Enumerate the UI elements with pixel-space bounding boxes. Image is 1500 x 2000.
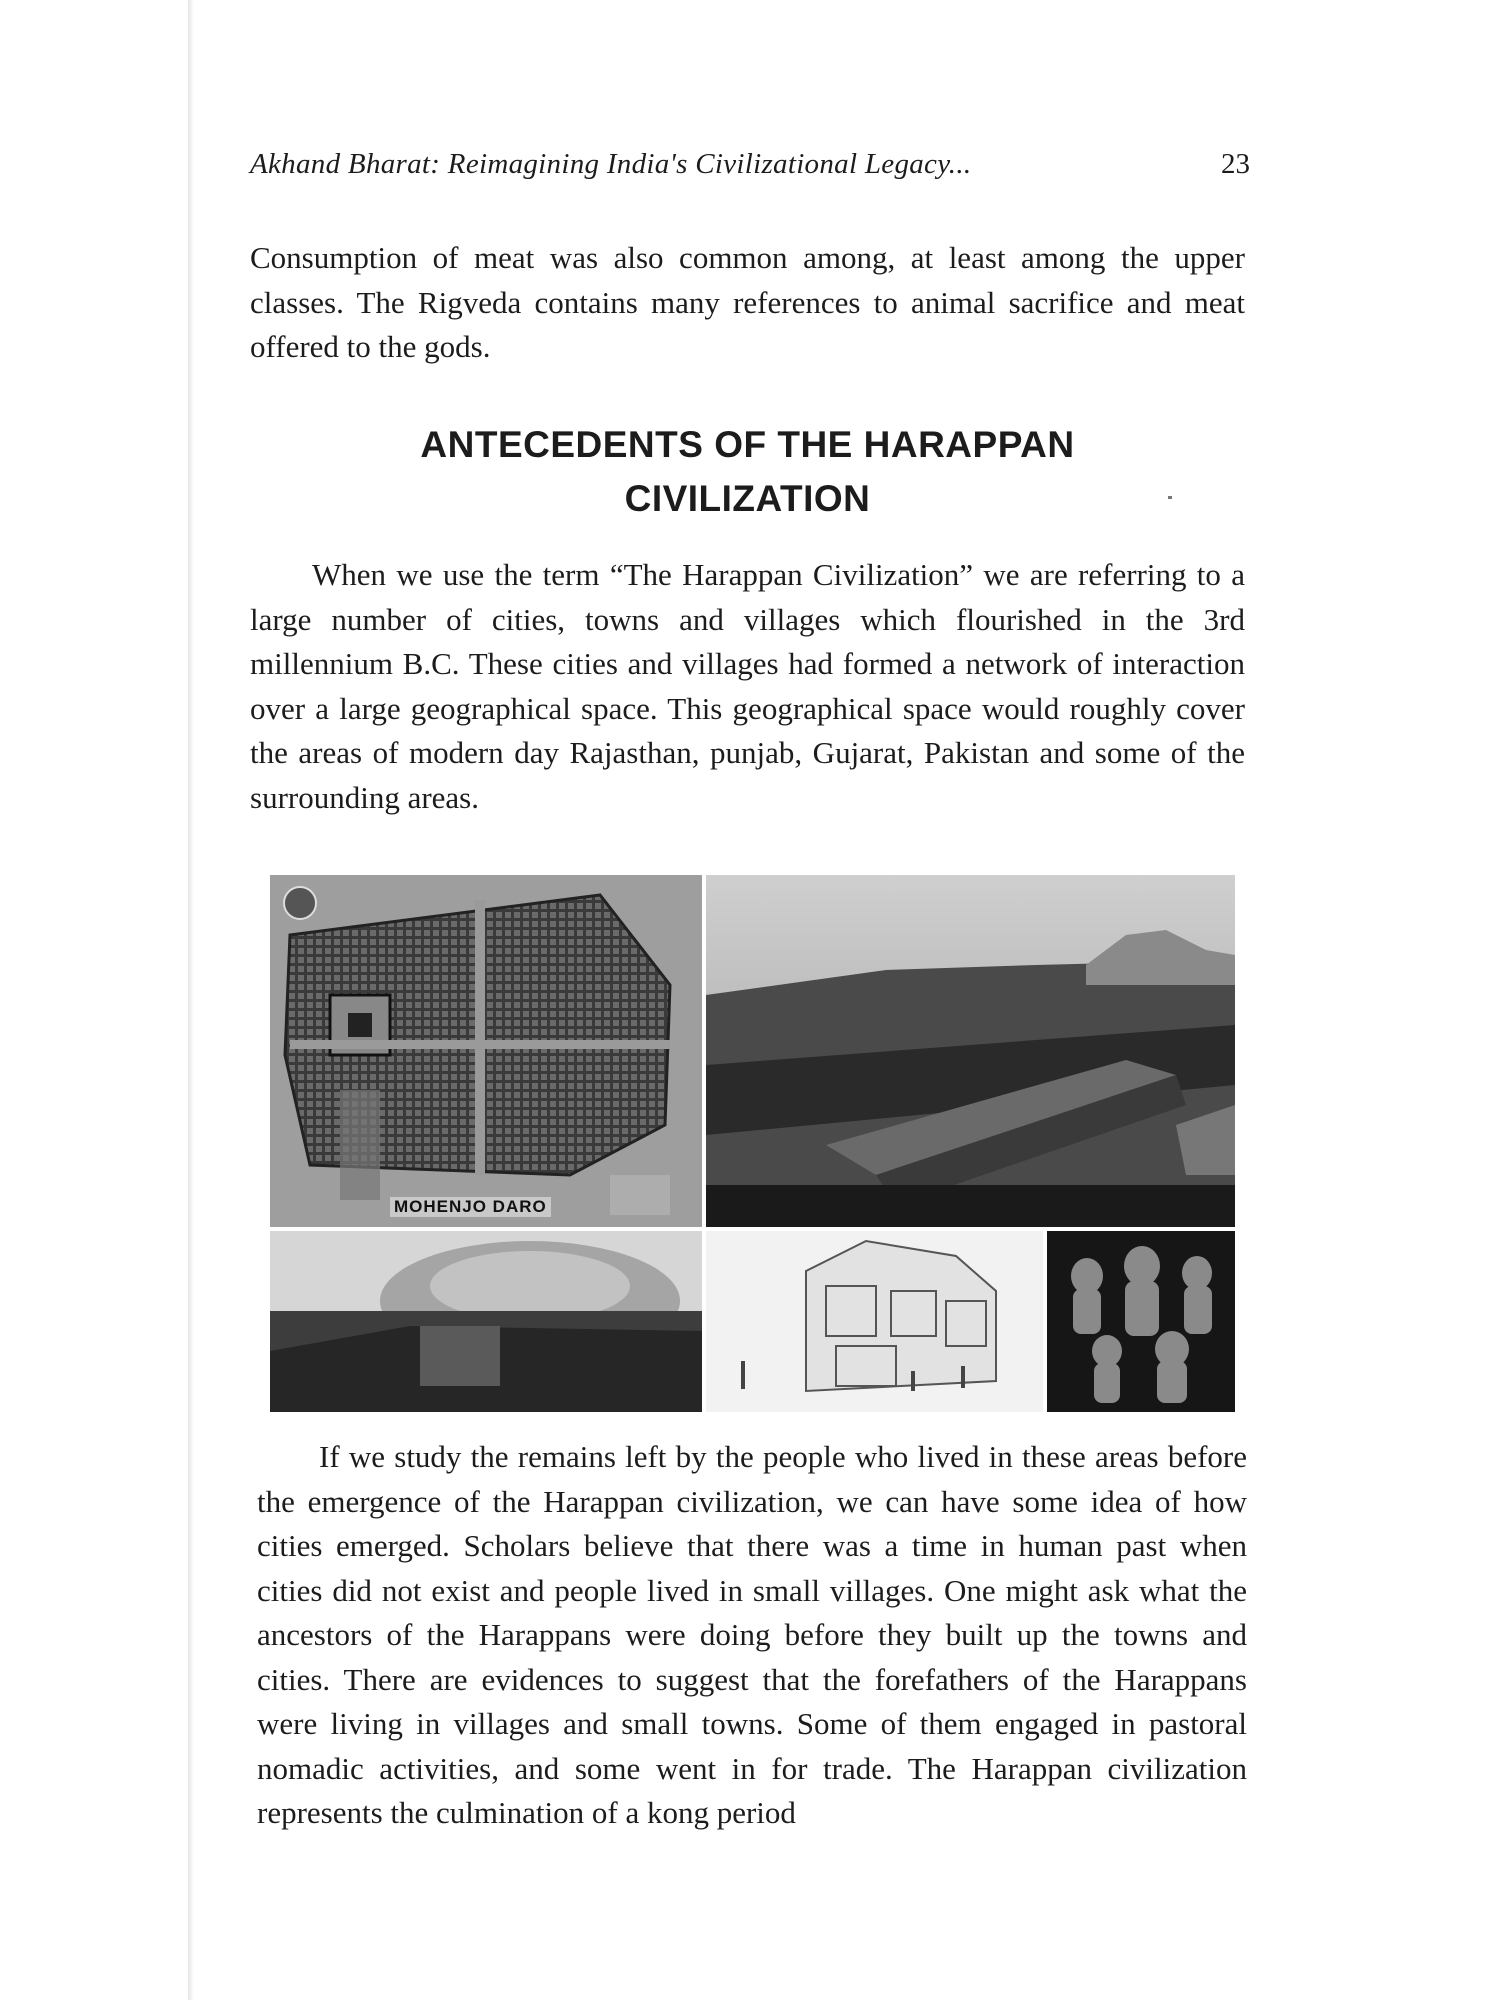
terracotta-figurines-photo [1047,1231,1235,1412]
ruins-aerial-photo [706,875,1235,1227]
page-number: 23 [1221,148,1250,180]
paragraph-meat-consumption: Consumption of meat was also common among, at least among the upper classes. The Rigveda contains many references to animal sacrifice and meat offered to the gods. [250,240,1245,364]
paragraph-remains: If we study the remains left by the people who lived in these areas before the emergence of the Harappan civilization, we can have some idea of how cities emerged. Scholars believe that there was a time in human past when cities did not exist and people lived in small villages. One might ask what the ancestors of the Harappans were doing before they built up the towns and cities. There are evidences to suggest that the forefathers of the Harappans were living in villages and small towns. Some of them engaged in pastoral nomadic activities, and some went in for trade. The Harappan civilization represents the culmination of a kong period [257,1439,1247,1830]
house-reconstruction-drawing [706,1231,1043,1412]
running-title: Akhand Bharat: Reimagining India's Civilizational Legacy... [250,148,972,180]
scan-speck [1168,496,1172,499]
photo-collage [270,875,1235,1412]
section-heading-line1: ANTECEDENTS OF THE HARAPPAN [420,424,1075,465]
paragraph-harappan-term: When we use the term “The Harappan Civilization” we are referring to a large number of cities, towns and villages which flourished in the 3rd millennium B.C. These cities and villages had formed a network of interaction over a large geographical space. This geographical space would roughly cover the areas of modern day Rajasthan, punjab, Gujarat, Pakistan and some of the surrounding areas. [250,557,1245,815]
page-edge-shadow [188,0,194,2000]
section-heading-line2: CIVILIZATION [624,478,871,519]
stupa-mound-photo [270,1231,702,1412]
map-caption: MOHENJO DARO [390,1197,551,1217]
running-header [250,148,1250,188]
section-heading [250,418,1245,526]
city-map-photo [270,875,702,1227]
